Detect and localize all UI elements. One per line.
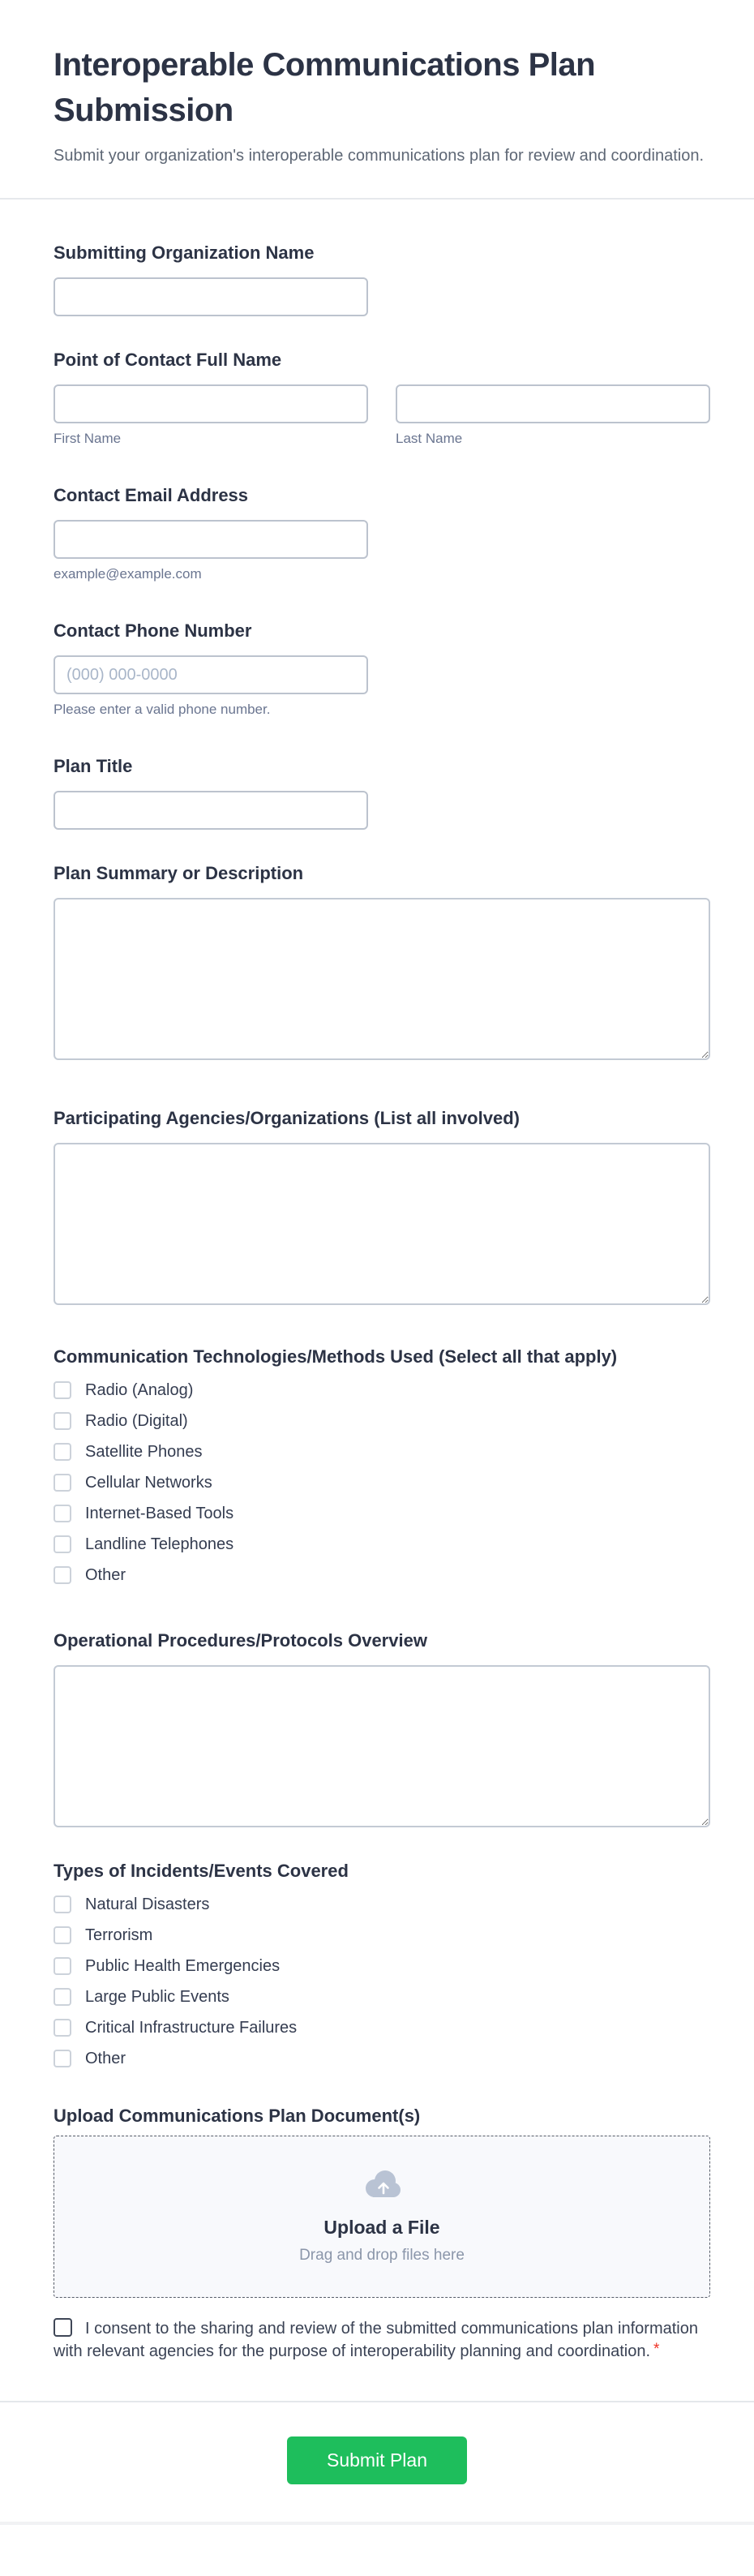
plan-title-input[interactable] [54,791,368,830]
first-name-sublabel: First Name [54,431,122,446]
email-input[interactable] [54,520,368,559]
checkbox[interactable] [54,1474,71,1492]
upload-cloud-icon [362,2170,402,2199]
checkbox-option-label: Internet-Based Tools [85,1505,234,1522]
checkbox[interactable] [54,1381,71,1399]
plan-summary-textarea[interactable] [54,898,710,1060]
checkbox-option-label: Cellular Networks [85,1474,212,1492]
checkbox-option-label: Natural Disasters [85,1896,210,1913]
consent-row[interactable] [54,2317,710,2363]
question-org-name [54,242,710,316]
question-agencies [54,1107,710,1305]
technologies-options [54,1372,710,1584]
checkbox-option-row[interactable] [54,2050,710,2067]
org-name-label: Submitting Organization Name [54,243,315,263]
contact-name-label: Point of Contact Full Name [54,350,282,370]
checkbox-option-label: Terrorism [85,1926,153,1944]
form-subtitle: Submit your organization's interoperable communications plan for review and coordination. [54,147,705,165]
procedures-label: Operational Procedures/Protocols Overview [54,1630,427,1651]
checkbox[interactable] [54,2019,71,2037]
upload-label: Upload Communications Plan Document(s) [54,2106,421,2126]
submit-button[interactable]: Submit Plan [287,2436,467,2484]
checkbox[interactable] [54,1412,71,1430]
consent-text: I consent to the sharing and review of the submitted communications plan information with relevant agencies for the purpose of interoperability planning and coordination. [54,2320,698,2360]
phone-input[interactable] [54,655,368,694]
question-incidents [54,1860,710,2067]
checkbox-option-row[interactable] [54,2019,710,2037]
plan-title-label: Plan Title [54,756,133,776]
phone-label: Contact Phone Number [54,620,252,641]
phone-sublabel: Please enter a valid phone number. [54,702,271,717]
question-procedures [54,1629,710,1827]
question-contact-name [54,349,710,447]
form-footer [0,2402,754,2522]
checkbox-option-row[interactable] [54,1535,710,1553]
checkbox-option-label: Other [85,1566,126,1584]
plan-summary-label: Plan Summary or Description [54,863,304,883]
checkbox[interactable] [54,2050,71,2067]
email-sublabel: example@example.com [54,566,202,582]
checkbox[interactable] [54,1443,71,1461]
checkbox[interactable] [54,1535,71,1553]
checkbox-option-row[interactable] [54,1566,710,1584]
checkbox-option-row[interactable] [54,1957,710,1975]
procedures-textarea[interactable] [54,1665,710,1827]
checkbox[interactable] [54,1988,71,2006]
question-technologies [54,1346,710,1584]
last-name-input[interactable] [396,384,710,423]
checkbox[interactable] [54,1505,71,1522]
checkbox-option-row[interactable] [54,1505,710,1522]
form-title: Interoperable Communications Plan Submission [54,47,596,128]
checkbox-option-row[interactable] [54,1443,710,1461]
bottom-edge [0,2522,754,2525]
checkbox-option-row[interactable] [54,1896,710,1913]
checkbox-option-row[interactable] [54,1381,710,1399]
checkbox-option-row[interactable] [54,1988,710,2006]
checkbox-option-label: Other [85,2050,126,2067]
upload-hint: Drag and drop files here [299,2246,465,2264]
form-header [0,0,754,169]
question-plan-summary [54,862,710,1060]
question-email [54,484,710,582]
checkbox-option-label: Radio (Digital) [85,1412,188,1430]
checkbox-option-label: Radio (Analog) [85,1381,194,1399]
form-body [0,200,754,2363]
agencies-label: Participating Agencies/Organizations (List all involved) [54,1108,520,1128]
incidents-label: Types of Incidents/Events Covered [54,1861,349,1881]
checkbox[interactable] [54,1926,71,1944]
question-upload [54,2105,710,2298]
first-name-input[interactable] [54,384,368,423]
checkbox-option-label: Large Public Events [85,1988,229,2006]
question-plan-title [54,755,710,830]
question-phone [54,620,710,718]
checkbox-option-row[interactable] [54,1474,710,1492]
checkbox[interactable] [54,1566,71,1584]
technologies-label: Communication Technologies/Methods Used (Select all that apply) [54,1346,618,1367]
checkbox-option-label: Critical Infrastructure Failures [85,2019,298,2037]
required-asterisk: * [653,2341,660,2358]
checkbox-option-row[interactable] [54,1412,710,1430]
checkbox[interactable] [54,1957,71,1975]
checkbox-option-label: Landline Telephones [85,1535,234,1553]
checkbox[interactable] [54,1896,71,1913]
question-consent [54,2317,710,2363]
email-label: Contact Email Address [54,485,249,505]
file-upload-dropzone[interactable] [54,2136,710,2298]
checkbox-option-label: Satellite Phones [85,1443,203,1461]
checkbox-option-row[interactable] [54,1926,710,1944]
last-name-sublabel: Last Name [396,431,463,446]
checkbox-option-label: Public Health Emergencies [85,1957,281,1975]
agencies-textarea[interactable] [54,1143,710,1305]
org-name-input[interactable] [54,277,368,316]
consent-checkbox[interactable] [54,2318,72,2337]
upload-button-text[interactable]: Upload a File [323,2216,440,2238]
incidents-options [54,1886,710,2067]
